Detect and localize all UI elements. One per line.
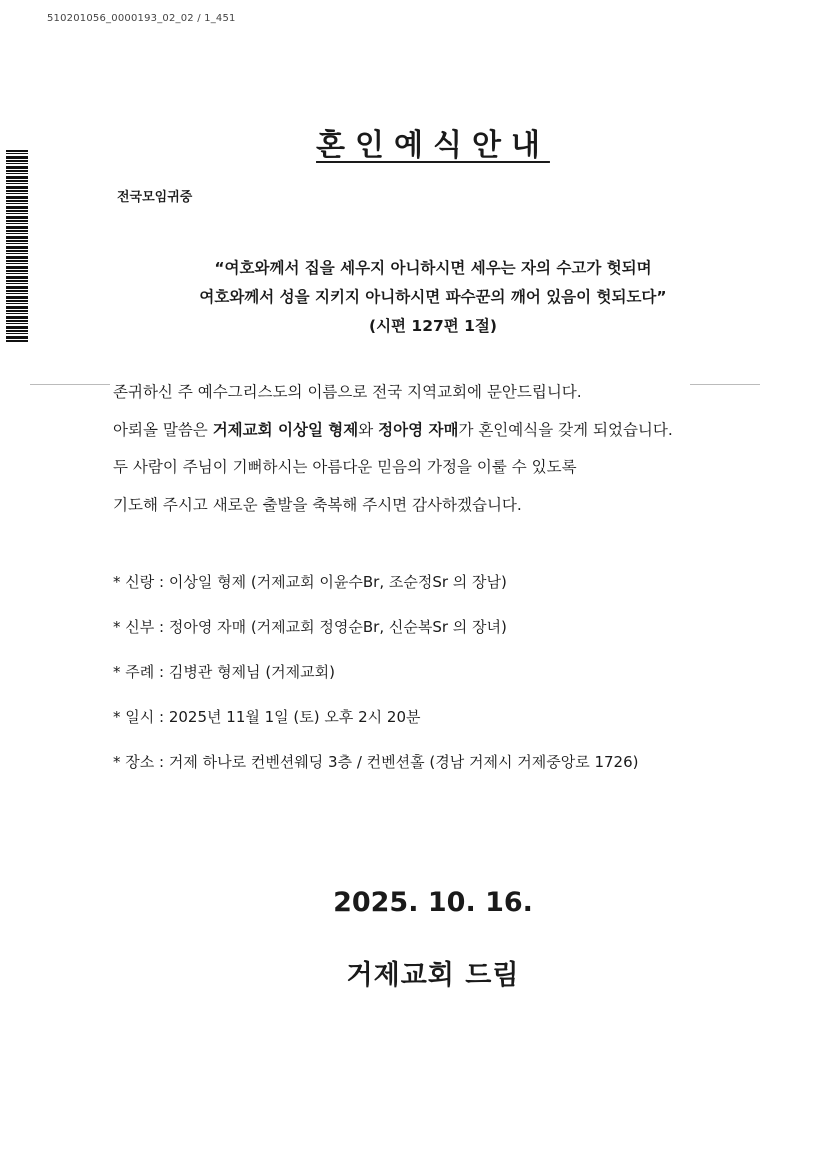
detail-datetime: * 일시 : 2025년 11월 1일 (토) 오후 2시 20분 [113, 708, 421, 726]
scan-artifact-line [690, 384, 760, 385]
document-id: 510201056_0000193_02_02 / 1_451 [47, 13, 236, 24]
groom-reference: 거제교회 이상일 형제 [212, 420, 359, 439]
detail-bride: * 신부 : 정아영 자매 (거제교회 정영순Br, 신순복Sr 의 장녀) [113, 618, 507, 636]
page-title: 혼인예식안내 [316, 128, 550, 163]
bride-reference: 정아영 자매 [378, 420, 459, 439]
issue-date: 2025. 10. 16. [333, 887, 533, 918]
sender-signature: 거제교회 드림 [346, 960, 520, 991]
recipient-line: 전국모임귀중 [117, 190, 193, 205]
detail-groom: * 신랑 : 이상일 형제 (거제교회 이윤수Br, 조순정Sr 의 장남) [113, 573, 507, 591]
body-line-4: 기도해 주시고 새로운 출발을 축복해 주시면 감사하겠습니다. [113, 495, 522, 514]
quote-line-1: “여호와께서 집을 세우지 아니하시면 세우는 자의 수고가 헛되며 [214, 259, 652, 277]
quote-citation: (시편 127편 1절) [369, 317, 497, 335]
body-line-2: 아뢰올 말씀은 거제교회 이상일 형제와 정아영 자매가 혼인예식을 갖게 되었습니다. [113, 420, 673, 439]
scan-artifact-line [30, 384, 110, 385]
greeting-body [113, 374, 673, 524]
detail-venue: * 장소 : 거제 하나로 컨벤션웨딩 3층 / 컨벤션홀 (경남 거제시 거제중앙로 1726) [113, 753, 639, 771]
scripture-quote [0, 254, 826, 341]
detail-officiant: * 주례 : 김병관 형제님 (거제교회) [113, 663, 335, 681]
quote-line-2: 여호와께서 성을 지키지 아니하시면 파수꾼의 깨어 있음이 헛되도다” [199, 288, 667, 306]
body-line-1: 존귀하신 주 예수그리스도의 이름으로 전국 지역교회에 문안드립니다. [113, 383, 582, 401]
ceremony-details [113, 560, 638, 785]
body-line-3: 두 사람이 주님이 기뻐하시는 아름다운 믿음의 가정을 이룰 수 있도록 [113, 458, 577, 476]
